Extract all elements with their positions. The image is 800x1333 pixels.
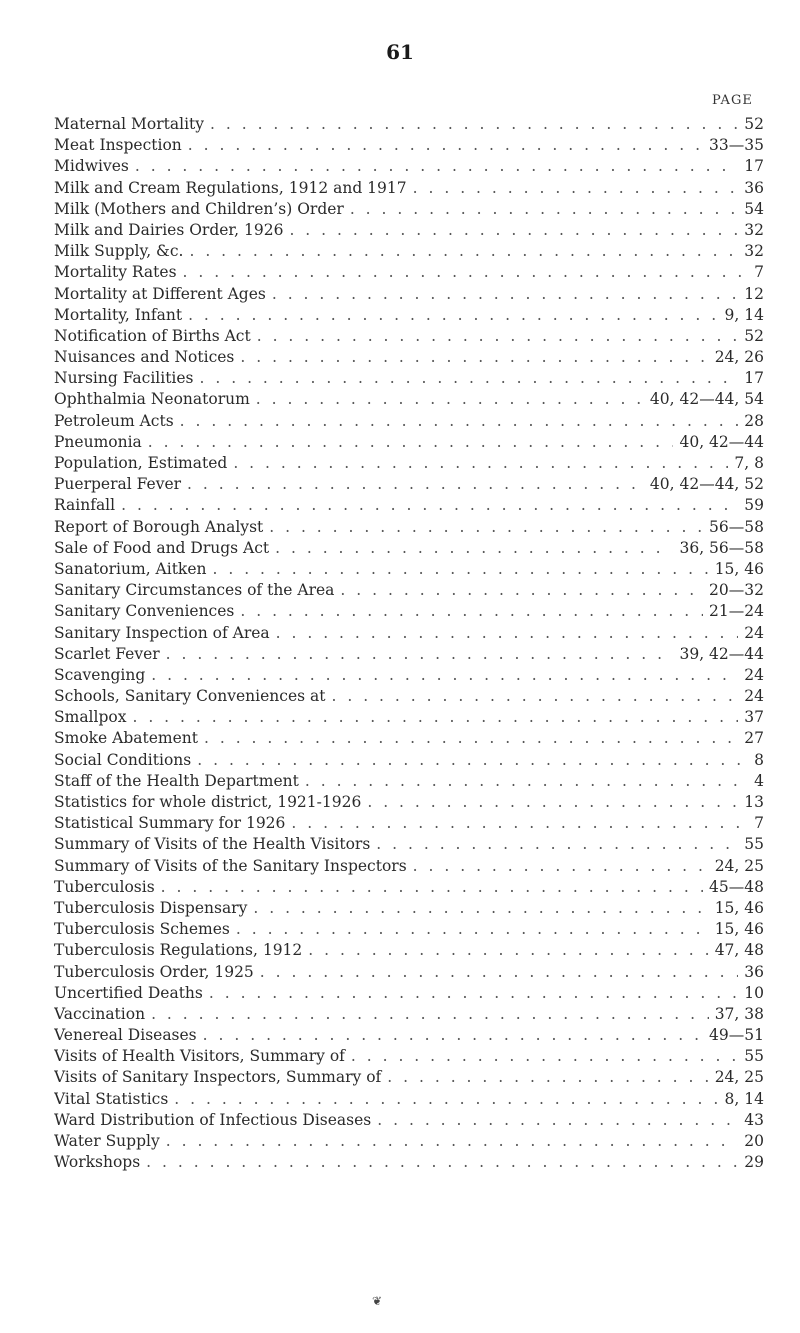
entry-pages: 47, 48 [714, 941, 764, 960]
dot-leader [151, 1004, 709, 1025]
dot-leader [275, 538, 673, 559]
entry-label: Notification of Births Act [54, 326, 251, 345]
dot-leader [377, 1110, 738, 1131]
dot-leader [256, 389, 644, 410]
index-entry [54, 771, 764, 792]
dot-leader [212, 559, 708, 580]
entry-pages: 54 [744, 199, 764, 218]
entry-label: Visits of Health Visitors, Summary of [54, 1047, 345, 1066]
index-entry [54, 601, 764, 622]
dot-leader [132, 707, 738, 728]
entry-label: Smallpox [54, 708, 127, 727]
dot-leader [305, 771, 748, 792]
dot-leader [413, 178, 739, 199]
entry-label: Rainfall [54, 496, 116, 515]
index-entry [54, 559, 764, 580]
entry-label: Tuberculosis Dispensary [54, 898, 248, 917]
entry-label: Workshops [54, 1153, 141, 1172]
entry-label: Social Conditions [54, 750, 192, 769]
entry-pages: 59 [744, 496, 764, 515]
dot-leader [253, 898, 708, 919]
dot-leader [413, 856, 709, 877]
entry-pages: 36 [744, 962, 764, 981]
index-entry [54, 707, 764, 728]
dot-leader [269, 517, 703, 538]
index-entry [54, 220, 764, 241]
index-entry [54, 262, 764, 283]
index-entry [54, 114, 764, 135]
entry-pages: 24 [744, 687, 764, 706]
entry-label: Summary of Visits of the Sanitary Inspectors [54, 856, 407, 875]
entry-pages: 20 [744, 1132, 764, 1150]
entry-pages: 8, 14 [724, 1089, 764, 1108]
dot-leader [146, 1152, 738, 1173]
index-entry [54, 199, 764, 220]
entry-label: Staff of the Health Department [54, 771, 299, 790]
index-entry [54, 686, 764, 707]
entry-label: Nuisances and Notices [54, 348, 235, 367]
dot-leader [203, 1025, 703, 1046]
dot-leader [276, 623, 739, 644]
index-entry [54, 898, 764, 919]
dot-leader [183, 262, 749, 283]
dot-leader [188, 305, 718, 326]
entry-label: Milk and Dairies Order, 1926 [54, 220, 284, 239]
dot-leader [161, 877, 703, 898]
entry-pages: 40, 42—44, 52 [649, 475, 764, 494]
dot-leader [209, 983, 738, 1004]
entry-pages: 29 [744, 1153, 764, 1172]
dot-leader [233, 453, 728, 474]
index-entry [54, 750, 764, 771]
dot-leader [367, 792, 738, 813]
entry-label: Mortality Rates [54, 263, 177, 282]
entry-label: Sanitary Circumstances of the Area [54, 581, 335, 600]
dot-leader [148, 432, 674, 453]
entry-label: Sale of Food and Drugs Act [54, 538, 270, 557]
dot-leader [187, 474, 644, 495]
entry-pages: 15, 46 [714, 898, 764, 917]
index-entry [54, 962, 764, 983]
entry-pages: 24 [744, 665, 764, 684]
page-number: 61 [386, 40, 414, 64]
dot-leader [350, 199, 738, 220]
entry-pages: 39, 42—44 [679, 644, 764, 663]
entry-label: Meat Inspection [54, 136, 182, 155]
index-entry [54, 877, 764, 898]
entry-label: Milk (Mothers and Children’s) Order [54, 199, 344, 218]
dot-leader [180, 411, 739, 432]
entry-label: Sanitary Inspection of Area [54, 623, 270, 642]
index-entry [54, 580, 764, 601]
dot-leader [257, 326, 739, 347]
dot-leader [135, 156, 738, 177]
index-entry [54, 1089, 764, 1110]
dot-leader [331, 686, 738, 707]
dot-leader [308, 940, 708, 961]
entry-label: Ward Distribution of Infectious Diseases [54, 1110, 372, 1129]
entry-label: Population, Estimated [54, 454, 228, 472]
index-entry [54, 156, 764, 177]
dot-leader [151, 665, 738, 686]
entry-pages: 4 [754, 771, 764, 790]
index-entry [54, 665, 764, 686]
entry-pages: 27 [744, 729, 764, 748]
dot-leader [236, 919, 709, 940]
entry-pages: 32 [744, 242, 764, 261]
index-entry [54, 474, 764, 495]
entry-pages: 24 [744, 623, 764, 642]
entry-label: Vaccination [54, 1004, 146, 1023]
entry-label: Scavenging [54, 665, 146, 684]
index-entry [54, 1067, 764, 1088]
entry-pages: 24, 25 [714, 1068, 764, 1087]
entry-label: Mortality, Infant [54, 305, 183, 324]
entry-label: Tuberculosis Schemes [54, 920, 230, 939]
index-entry [54, 919, 764, 940]
entry-pages: 17 [744, 369, 764, 388]
dot-leader [166, 1131, 739, 1152]
index-entry [54, 453, 764, 474]
dot-leader [376, 834, 738, 855]
dot-leader [291, 813, 748, 834]
dot-leader [121, 495, 738, 516]
index-entry [54, 347, 764, 368]
entry-label: Milk Supply, &c. [54, 242, 184, 261]
index-entry [54, 305, 764, 326]
entry-label: Midwives [54, 157, 129, 176]
dot-leader [189, 241, 738, 262]
entry-pages: 15, 46 [714, 559, 764, 578]
dot-leader [197, 750, 748, 771]
entry-label: Milk and Cream Regulations, 1912 and 1917 [54, 178, 407, 197]
dot-leader [340, 580, 703, 601]
entry-pages: 7, 8 [734, 454, 764, 472]
index-entry [54, 813, 764, 834]
index-entry [54, 495, 764, 516]
entry-label: Tuberculosis Regulations, 1912 [54, 941, 303, 960]
index-entry [54, 432, 764, 453]
entry-label: Uncertified Deaths [54, 983, 203, 1002]
entry-pages: 28 [744, 411, 764, 430]
entry-pages: 56—58 [709, 517, 764, 536]
index-entry [54, 856, 764, 877]
index-entry [54, 983, 764, 1004]
entry-label: Statistical Summary for 1926 [54, 814, 286, 833]
entry-pages: 33—35 [709, 136, 764, 155]
dot-leader [200, 368, 739, 389]
entry-label: Pneumonia [54, 432, 142, 451]
entry-pages: 15, 46 [714, 920, 764, 939]
index-entry [54, 1004, 764, 1025]
index-entry [54, 644, 764, 665]
index-entry [54, 1131, 764, 1152]
entry-label: Summary of Visits of the Health Visitors [54, 835, 371, 854]
index-entry [54, 411, 764, 432]
entry-label: Maternal Mortality [54, 115, 205, 133]
entry-pages: 13 [744, 793, 764, 811]
entry-label: Tuberculosis Order, 1925 [54, 962, 254, 981]
entry-pages: 10 [744, 983, 764, 1002]
index-entry [54, 368, 764, 389]
index-entry [54, 326, 764, 347]
entry-label: Vital Statistics [54, 1089, 169, 1108]
entry-pages: 20—32 [709, 581, 764, 600]
index-entry [54, 178, 764, 199]
entry-label: Sanitary Conveniences [54, 602, 235, 621]
entry-label: Tuberculosis [54, 877, 155, 896]
entry-pages: 7 [754, 263, 764, 282]
entry-pages: 9, 14 [724, 305, 764, 324]
index-entry [54, 1152, 764, 1173]
dot-leader [272, 284, 738, 305]
index-entry [54, 792, 764, 813]
entry-pages: 24, 26 [714, 348, 764, 367]
entry-pages: 36, 56—58 [679, 538, 764, 557]
entry-label: Ophthalmia Neonatorum [54, 390, 250, 409]
entry-label: Petroleum Acts [54, 411, 174, 430]
index-entry [54, 389, 764, 410]
dot-leader [210, 114, 738, 135]
entry-pages: 32 [744, 220, 764, 239]
index-entry [54, 834, 764, 855]
entry-label: Venereal Diseases [54, 1026, 197, 1045]
dot-leader [174, 1089, 718, 1110]
index-entry [54, 135, 764, 156]
dot-leader [351, 1046, 738, 1067]
entry-pages: 43 [744, 1110, 764, 1129]
dot-leader [260, 962, 738, 983]
dot-leader [387, 1067, 708, 1088]
index-entry [54, 728, 764, 749]
entry-label: Puerperal Fever [54, 475, 182, 494]
entry-label: Smoke Abatement [54, 729, 198, 748]
entry-label: Visits of Sanitary Inspectors, Summary of [54, 1068, 382, 1087]
dot-leader [240, 601, 703, 622]
index-entry [54, 241, 764, 262]
entry-pages: 45—48 [709, 877, 764, 896]
entry-pages: 52 [744, 115, 764, 133]
entry-pages: 8 [754, 750, 764, 769]
entry-pages: 37, 38 [714, 1004, 764, 1023]
index-entry [54, 517, 764, 538]
entry-label: Statistics for whole district, 1921-1926 [54, 793, 362, 811]
index-entry [54, 284, 764, 305]
entry-pages: 36 [744, 178, 764, 197]
entry-pages: 49—51 [709, 1026, 764, 1045]
page-column-header: PAGE [712, 93, 753, 108]
entry-label: Water Supply [54, 1132, 160, 1150]
index-entry [54, 1110, 764, 1131]
dot-leader [289, 220, 738, 241]
index-entry [54, 1046, 764, 1067]
entry-label: Report of Borough Analyst [54, 517, 264, 536]
index-entry [54, 1025, 764, 1046]
entry-pages: 40, 42—44 [679, 432, 764, 451]
index-entry [54, 940, 764, 961]
entry-label: Scarlet Fever [54, 644, 160, 663]
ornament-mark: ❦ [372, 1294, 383, 1308]
entry-label: Mortality at Different Ages [54, 284, 266, 303]
entry-pages: 17 [744, 157, 764, 176]
dot-leader [166, 644, 674, 665]
index-entry [54, 538, 764, 559]
entry-label: Nursing Facilities [54, 369, 194, 388]
entry-pages: 21—24 [709, 602, 764, 621]
dot-leader [188, 135, 703, 156]
dot-leader [204, 728, 738, 749]
index-list [54, 114, 764, 1173]
entry-pages: 55 [744, 1047, 764, 1066]
entry-pages: 52 [744, 326, 764, 345]
index-entry [54, 623, 764, 644]
entry-pages: 12 [744, 284, 764, 303]
entry-pages: 55 [744, 835, 764, 854]
entry-pages: 7 [754, 814, 764, 833]
dot-leader [240, 347, 708, 368]
entry-pages: 24, 25 [714, 856, 764, 875]
entry-pages: 37 [744, 708, 764, 727]
entry-label: Schools, Sanitary Conveniences at [54, 687, 326, 706]
entry-pages: 40, 42—44, 54 [649, 390, 764, 409]
entry-label: Sanatorium, Aitken [54, 559, 207, 578]
